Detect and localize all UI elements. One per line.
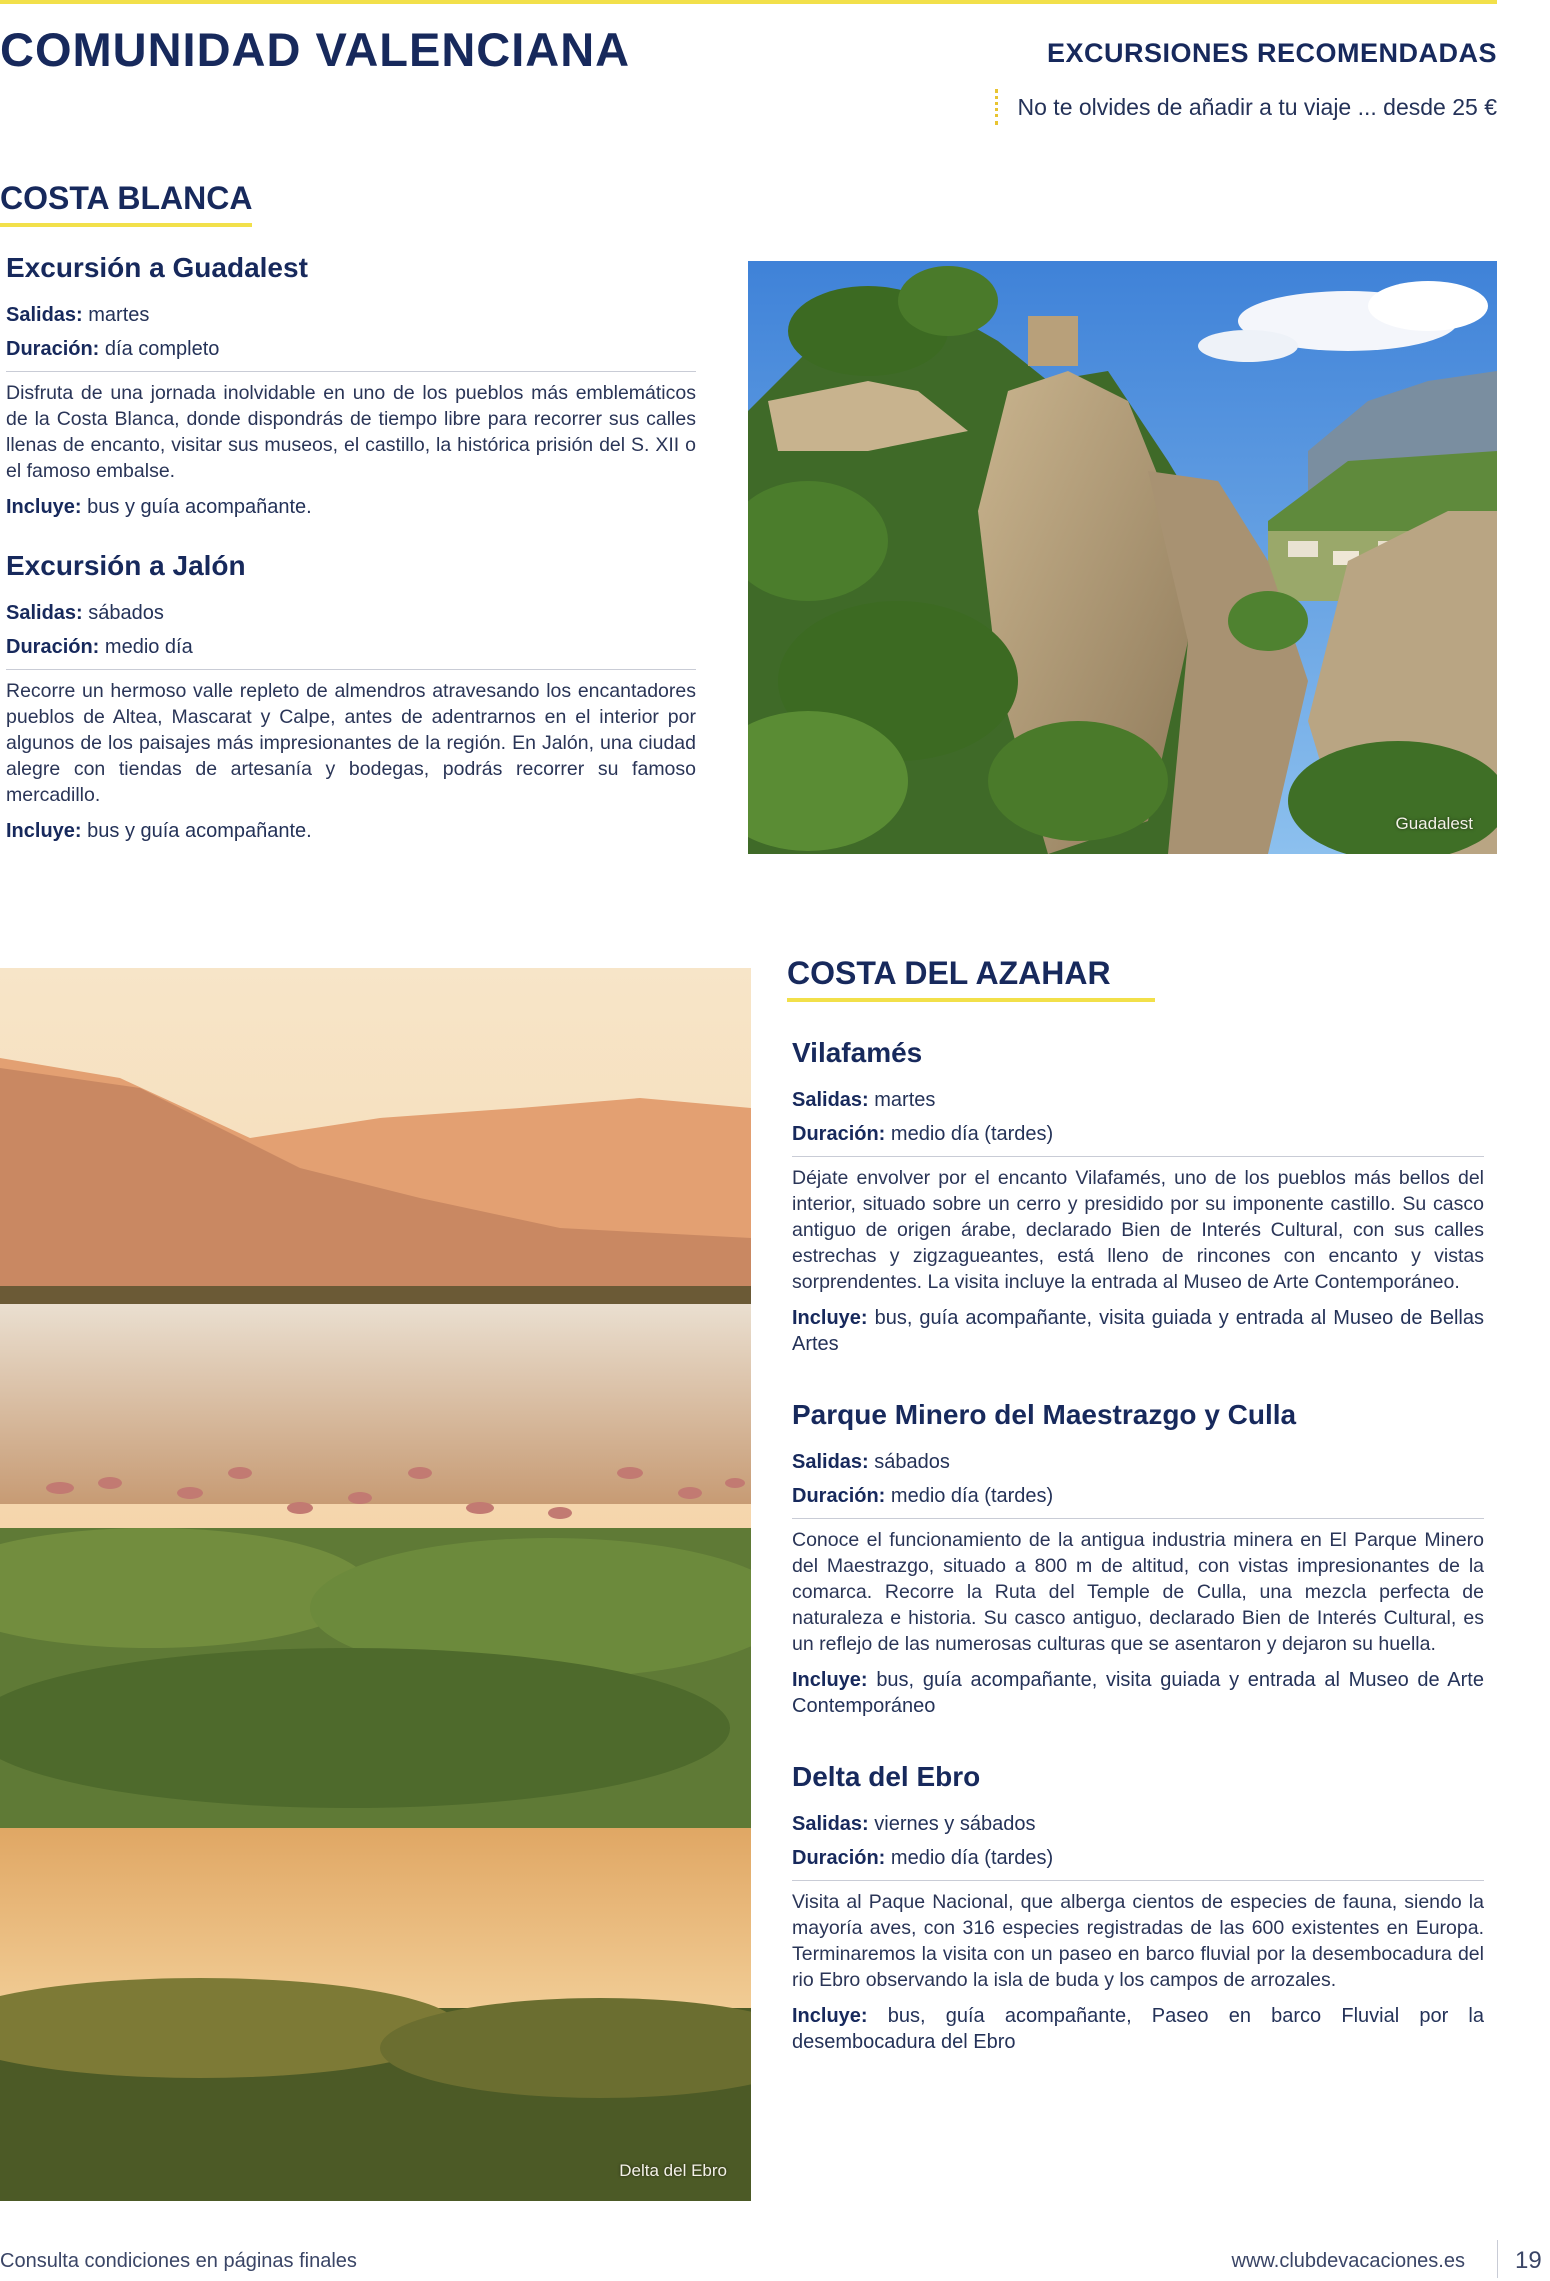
excursion-title: Vilafamés [792, 1037, 923, 1068]
header-right [995, 38, 1497, 125]
incluye-label: Incluye: [792, 1307, 868, 1329]
delta-ebro-illustration [0, 968, 751, 2201]
divider [6, 669, 696, 670]
excursion-guadalest [6, 252, 696, 520]
salidas-value: viernes y sábados [874, 1813, 1036, 1835]
excursion-description: Disfruta de una jornada inolvidable en uno de los pueblos más emblemáticos de la Costa Blanca, donde dispondrás de tiempo libre para recorrer sus calles llenas de encanto, visitar sus museos, el castillo, la histórica prisión del S. XII o el famoso embalse. [6, 382, 696, 482]
incluye-row [6, 818, 696, 844]
salidas-row [792, 1807, 1484, 1841]
incluye-row [6, 494, 696, 520]
duracion-label: Duración: [792, 1847, 886, 1869]
salidas-label: Salidas: [6, 602, 83, 624]
excursion-description: Conoce el funcionamiento de la antigua industria minera en El Parque Minero del Maestrazgo, situado a 800 m de altitud, con vistas impresionantes de la comarca. Recorre la Ruta del Temple de Culla, una mezcla perfecta de naturaleza e historia. Su casco antiguo, declarado Bien de Interés Cultural, es un reflejo de las numerosas culturas que se asentaron y dejaron su huella. [792, 1529, 1484, 1655]
divider [6, 371, 696, 372]
excursion-description: Visita al Paque Nacional, que alberga cientos de especies de fauna, siendo la mayoría aves, con 316 especies registradas de las 600 existentes en Europa. Terminaremos la visita con un paseo en barco fluvial por la desembocadura del rio Ebro observando la isla de buda y los campos de arrozales. [792, 1891, 1484, 1991]
excursion-jalon [6, 550, 696, 844]
duracion-label: Duración: [792, 1123, 886, 1145]
duracion-value: medio día [104, 636, 193, 658]
incluye-label: Incluye: [6, 496, 82, 518]
excursion-vilafames [792, 1037, 1484, 1357]
duracion-label: Duración: [6, 338, 100, 360]
excursion-description: Déjate envolver por el encanto Vilafamés, uno de los pueblos más bellos del interior, situado sobre un cerro y presidido por su imponente castillo. Su casco antiguo de origen árabe, declarado Bien de Interés Cultural, con sus calles estrechas y zigzagueantes, está lleno de rincones con encanto y vistas sorprendentes. La visita incluye la entrada al Museo de Arte Contemporáneo. [792, 1167, 1484, 1293]
salidas-row [792, 1445, 1484, 1479]
duracion-value: día completo [104, 338, 220, 360]
salidas-row [6, 596, 696, 630]
header-subtitle: EXCURSIONES RECOMENDADAS [1046, 38, 1497, 68]
salidas-value: martes [88, 304, 150, 326]
incluye-value: bus, guía acompañante, visita guiada y entrada al Museo de Bellas Artes [792, 1307, 1484, 1355]
incluye-label: Incluye: [792, 1669, 868, 1691]
top-accent-rule [0, 0, 1497, 4]
incluye-label: Incluye: [6, 820, 82, 842]
duracion-label: Duración: [6, 636, 100, 658]
incluye-value: bus y guía acompañante. [87, 496, 312, 518]
duracion-row [792, 1841, 1484, 1875]
excursion-title: Parque Minero del Maestrazgo y Culla [792, 1399, 1297, 1430]
excursion-title: Delta del Ebro [792, 1761, 981, 1792]
incluye-value: bus, guía acompañante, Paseo en barco Fluvial por la desembocadura del Ebro [792, 2005, 1484, 2053]
incluye-label: Incluye: [792, 2005, 868, 2027]
costa-blanca-column [6, 252, 696, 874]
dotted-divider [995, 89, 998, 125]
salidas-value: sábados [874, 1451, 950, 1473]
page-number: 19 [1515, 2247, 1542, 2274]
divider [792, 1518, 1484, 1519]
tagline-row [995, 89, 1497, 125]
duracion-label: Duración: [792, 1485, 886, 1507]
salidas-row [792, 1083, 1484, 1117]
excursion-parque-minero [792, 1399, 1484, 1719]
salidas-label: Salidas: [6, 304, 83, 326]
page-title: COMUNIDAD VALENCIANA [0, 23, 631, 76]
incluye-row [792, 1667, 1484, 1719]
costa-azahar-column [792, 1037, 1484, 2085]
duracion-row [6, 630, 696, 664]
section-title-costa-blanca: COSTA BLANCA [0, 180, 252, 227]
duracion-value: medio día (tardes) [890, 1123, 1054, 1145]
salidas-value: martes [874, 1089, 936, 1111]
incluye-value: bus y guía acompañante. [87, 820, 312, 842]
delta-ebro-photo [0, 968, 751, 2201]
divider [792, 1880, 1484, 1881]
salidas-label: Salidas: [792, 1451, 869, 1473]
photo-caption-delta: Delta del Ebro [619, 2161, 727, 2180]
incluye-row [792, 2003, 1484, 2055]
duracion-row [792, 1117, 1484, 1151]
footer-conditions: Consulta condiciones en páginas finales [0, 2250, 357, 2272]
footer-website-link[interactable]: www.clubdevacaciones.es [1231, 2250, 1465, 2272]
excursion-description: Recorre un hermoso valle repleto de almendros atravesando los encantadores pueblos de Altea, Mascarat y Calpe, antes de adentrarnos en el interior por algunos de los paisajes más impresionantes de la región. En Jalón, una ciudad alegre con tiendas de artesanía y bodegas, podrás recorrer su famoso mercadillo. [6, 680, 696, 806]
divider [792, 1156, 1484, 1157]
salidas-value: sábados [88, 602, 164, 624]
guadalest-photo [748, 261, 1497, 854]
salidas-label: Salidas: [792, 1089, 869, 1111]
incluye-row [792, 1305, 1484, 1357]
duracion-row [6, 332, 696, 366]
duracion-row [792, 1479, 1484, 1513]
guadalest-illustration [748, 261, 1497, 854]
photo-caption-guadalest: Guadalest [1395, 814, 1473, 833]
excursion-title: Excursión a Jalón [6, 550, 246, 581]
footer-separator [1497, 2240, 1498, 2278]
excursion-delta-ebro [792, 1761, 1484, 2055]
salidas-label: Salidas: [792, 1813, 869, 1835]
duracion-value: medio día (tardes) [890, 1485, 1054, 1507]
header-tagline: No te olvides de añadir a tu viaje ... desde 25 € [1017, 93, 1497, 120]
incluye-value: bus, guía acompañante, visita guiada y entrada al Museo de Arte Contemporáneo [792, 1669, 1484, 1717]
duracion-value: medio día (tardes) [890, 1847, 1054, 1869]
section-title-costa-del-azahar: COSTA DEL AZAHAR [787, 955, 1155, 1002]
excursion-title: Excursión a Guadalest [6, 252, 308, 283]
salidas-row [6, 298, 696, 332]
